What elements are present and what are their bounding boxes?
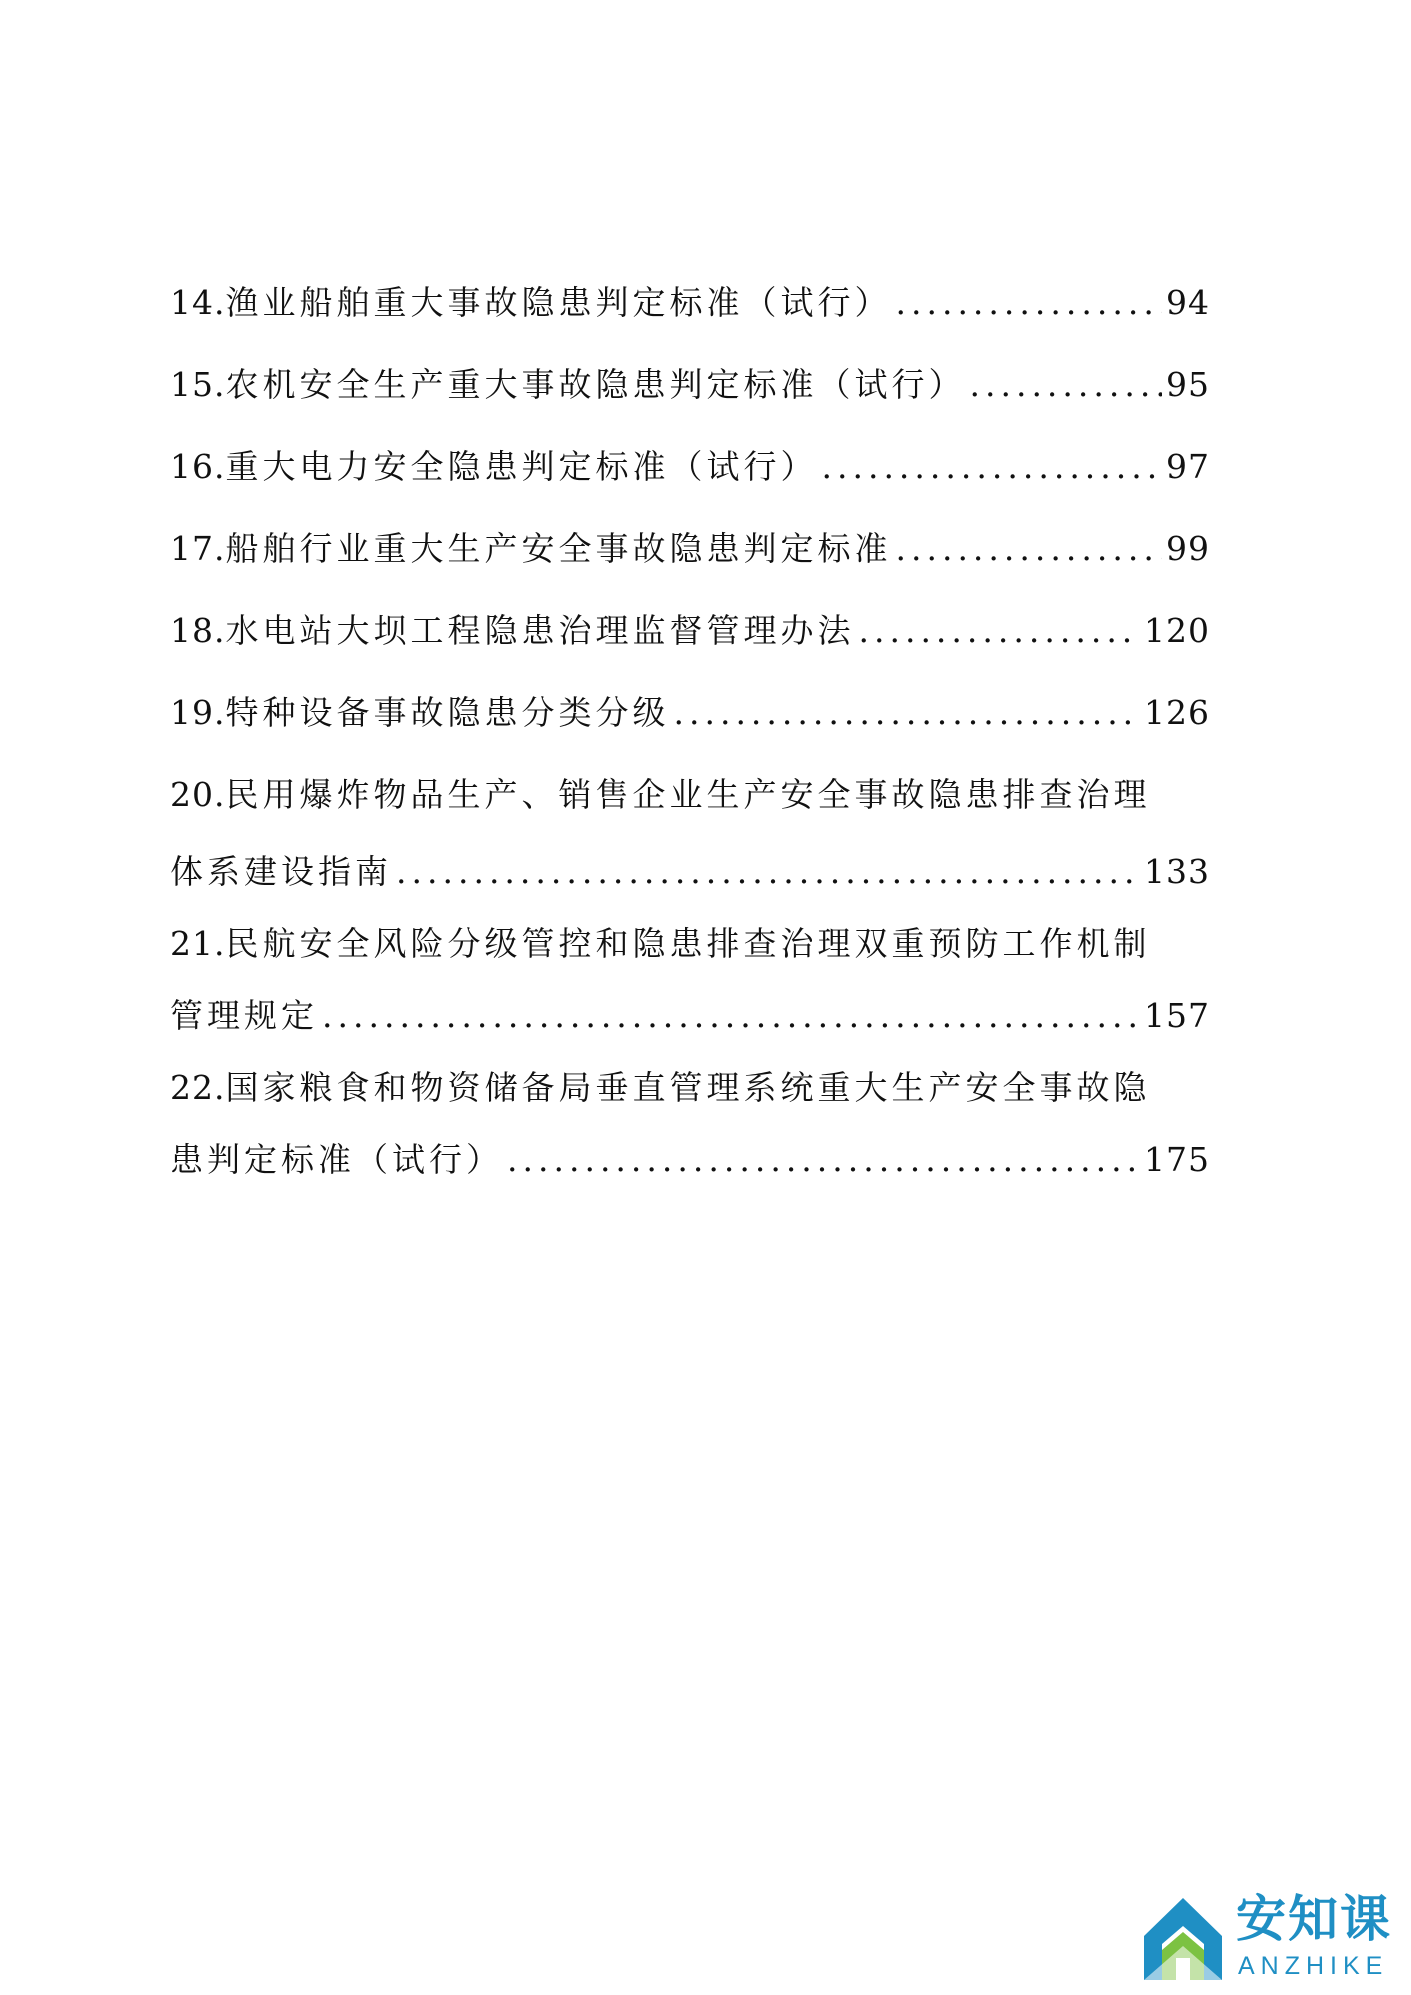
toc-entry-number: 18.	[170, 611, 226, 650]
toc-entry-page: 99	[1166, 529, 1210, 568]
toc-entry[interactable]	[170, 908, 1210, 1052]
dot-leader	[895, 508, 1162, 590]
table-of-contents	[170, 262, 1210, 1196]
toc-entry-title: 水电站大坝工程隐患治理监督管理办法	[225, 611, 855, 650]
dot-leader	[396, 836, 1140, 908]
toc-entry-title-line2: 管理规定	[170, 996, 318, 1035]
logo-text-en: ANZHIKE	[1238, 1952, 1389, 1980]
toc-entry-title-line2: 患判定标准（试行）	[170, 1140, 503, 1179]
toc-entry[interactable]	[170, 426, 1210, 508]
toc-entry-title-line1: 民用爆炸物品生产、销售企业生产安全事故隐患排查治理	[225, 775, 1151, 814]
toc-entry-page: 120	[1144, 611, 1210, 650]
toc-entry[interactable]	[170, 754, 1210, 908]
dot-leader	[858, 590, 1140, 672]
toc-entry[interactable]	[170, 508, 1210, 590]
toc-entry-page: 94	[1166, 283, 1210, 322]
toc-entry-number: 17.	[170, 529, 226, 568]
toc-entry-page: 157	[1144, 996, 1210, 1035]
toc-entry-title: 特种设备事故隐患分类分级	[225, 693, 670, 732]
toc-entry-number: 21.	[170, 924, 226, 963]
toc-entry-title-line1: 民航安全风险分级管控和隐患排查治理双重预防工作机制	[225, 924, 1151, 963]
toc-entry[interactable]	[170, 672, 1210, 754]
toc-entry-title: 重大电力安全隐患判定标准（试行）	[225, 447, 818, 486]
dot-leader	[969, 344, 1162, 426]
dot-leader	[895, 262, 1162, 344]
toc-entry-title-line1: 国家粮食和物资储备局垂直管理系统重大生产安全事故隐	[225, 1068, 1151, 1107]
toc-entry-page: 97	[1166, 447, 1210, 486]
toc-entry-title: 渔业船舶重大事故隐患判定标准（试行）	[225, 283, 892, 322]
toc-entry[interactable]	[170, 590, 1210, 672]
toc-entry-number: 14.	[170, 283, 226, 322]
toc-entry[interactable]	[170, 344, 1210, 426]
toc-entry-page: 175	[1144, 1140, 1210, 1179]
toc-entry-title-line2: 体系建设指南	[170, 852, 392, 891]
toc-entry-number: 16.	[170, 447, 226, 486]
dot-leader	[821, 426, 1162, 508]
toc-entry-title: 农机安全生产重大事故隐患判定标准（试行）	[225, 365, 966, 404]
house-logo-icon	[1138, 1888, 1228, 1988]
toc-entry[interactable]	[170, 262, 1210, 344]
toc-entry-title: 船舶行业重大生产安全事故隐患判定标准	[225, 529, 892, 568]
toc-entry-page: 126	[1144, 693, 1210, 732]
anzhike-logo	[1138, 1888, 1400, 1988]
toc-entry-number: 15.	[170, 365, 226, 404]
logo-text-cn: 安知课	[1236, 1890, 1392, 1948]
toc-entry-page: 95	[1166, 365, 1210, 404]
toc-entry[interactable]	[170, 1052, 1210, 1196]
dot-leader	[322, 980, 1140, 1052]
dot-leader	[673, 672, 1140, 754]
toc-entry-number: 20.	[170, 775, 226, 814]
toc-entry-number: 22.	[170, 1068, 226, 1107]
dot-leader	[507, 1124, 1140, 1196]
toc-entry-page: 133	[1144, 852, 1210, 891]
toc-entry-number: 19.	[170, 693, 226, 732]
